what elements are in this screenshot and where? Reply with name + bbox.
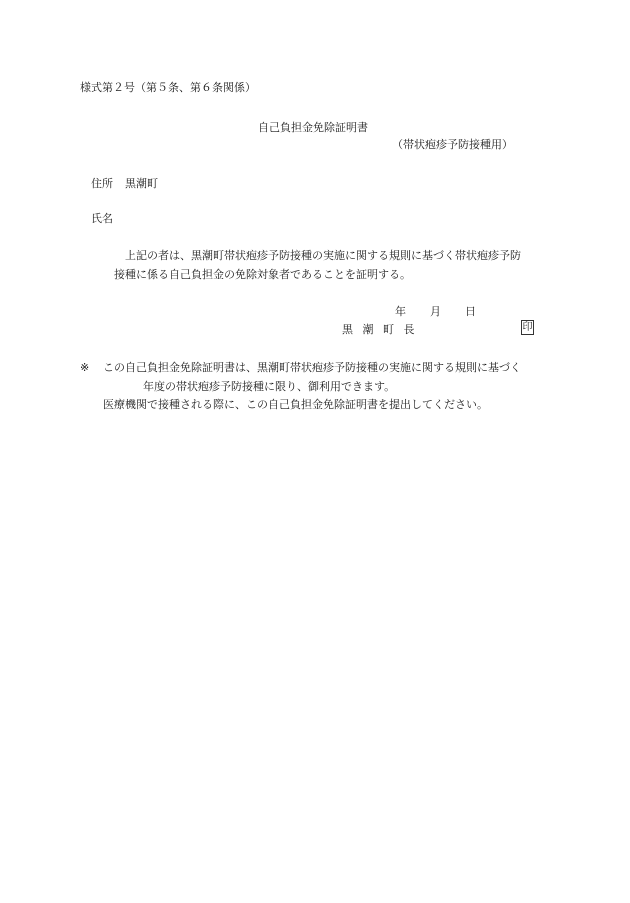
seal-box: 印 <box>522 322 533 333</box>
address-value: 黒潮町 <box>125 177 158 190</box>
date-year-label: 年 <box>395 305 406 318</box>
document-title: 自己負担金免除証明書 <box>258 121 368 134</box>
address-label: 住所 <box>91 177 113 190</box>
note-line-2: 年度の帯状疱疹予防接種に限り、御利用できます。 <box>143 380 396 393</box>
note-mark: ※ <box>80 361 90 374</box>
mayor-title: 黒 潮 町 長 <box>342 323 418 336</box>
date-month-label: 月 <box>430 305 441 318</box>
form-number: 様式第２号（第５条、第６条関係） <box>80 81 256 94</box>
name-label: 氏名 <box>91 212 113 225</box>
date-day-label: 日 <box>465 305 476 318</box>
note-line-3: 医療機関で接種される際に、この自己負担金免除証明書を提出してください。 <box>103 398 488 411</box>
certification-body-line-2: 接種に係る自己負担金の免除対象者であることを証明する。 <box>114 268 411 281</box>
note-line-1: この自己負担金免除証明書は、黒潮町帯状疱疹予防接種の実施に関する規則に基づく <box>103 361 521 374</box>
document-subtitle: （帯状疱疹予防接種用） <box>392 138 513 151</box>
certification-body-line-1: 上記の者は、黒潮町帯状疱疹予防接種の実施に関する規則に基づく帯状疱疹予防 <box>125 249 521 262</box>
